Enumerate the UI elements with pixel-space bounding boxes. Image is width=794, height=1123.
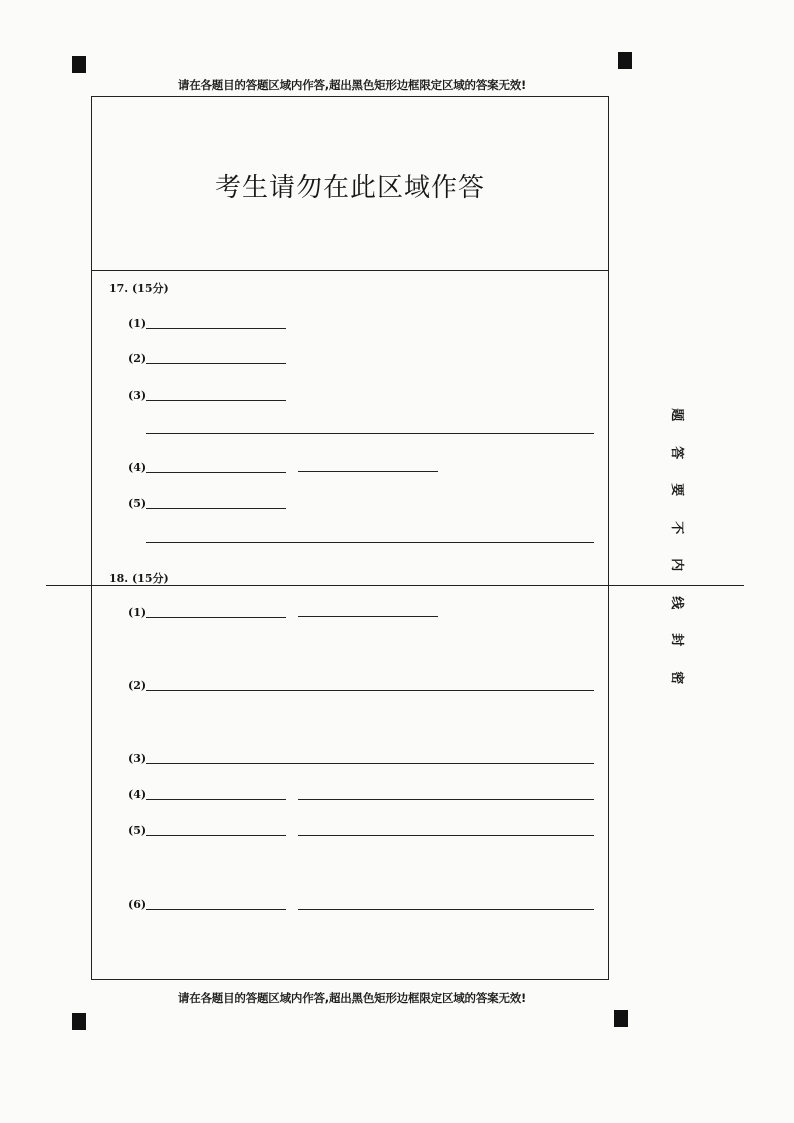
q18-item-2-label: (2) [128,679,147,692]
q18-item-1-label: (1) [128,606,147,619]
q17-item-4-blank-a[interactable] [146,472,286,473]
q18-item-6-blank-a[interactable] [146,909,286,910]
registration-mark-bottom-right [614,1010,628,1027]
q18-heading: 18. (15分) [109,572,169,585]
q18-item-4-blank-a[interactable] [146,799,286,800]
q18-item-3-blank[interactable] [146,763,594,764]
registration-mark-top-right [618,52,632,69]
q18-item-3-label: (3) [128,752,147,765]
q17-item-5-blank-long[interactable] [146,542,594,543]
notice-bottom: 请在各题目的答题区域内作答,超出黑色矩形边框限定区域的答案无效! [177,991,527,1005]
q18-item-4-blank-b[interactable] [298,799,594,800]
answer-frame [91,96,609,980]
q17-item-4-label: (4) [128,461,147,474]
q18-item-5-blank-a[interactable] [146,835,286,836]
q17-item-1-blank[interactable] [146,328,286,329]
q17-item-2-label: (2) [128,352,147,365]
q17-heading: 17. (15分) [109,282,169,295]
registration-mark-top-left [72,56,86,73]
no-answer-label: 考生请勿在此区域作答 [214,173,485,203]
q18-item-2-blank[interactable] [146,690,594,691]
seal-char: 密 [668,670,684,684]
seal-line [46,585,744,586]
seal-char: 题 [668,408,684,422]
notice-top: 请在各题目的答题区域内作答,超出黑色矩形边框限定区域的答案无效! [177,78,527,92]
registration-mark-bottom-left [72,1013,86,1030]
q17-item-3-label: (3) [128,389,147,402]
q18-item-4-label: (4) [128,788,147,801]
q18-item-1-blank-a[interactable] [146,617,286,618]
q18-item-6-blank-b[interactable] [298,909,594,910]
q17-item-4-blank-b[interactable] [298,471,438,472]
seal-char: 要 [668,483,684,497]
q17-item-5-label: (5) [128,497,147,510]
no-answer-region [92,97,608,271]
q17-item-5-blank[interactable] [146,508,286,509]
seal-line-notice [666,396,686,696]
seal-char: 不 [668,520,684,534]
q17-item-3-blank[interactable] [146,400,286,401]
seal-char: 线 [668,595,684,609]
q17-item-3-blank-long[interactable] [146,433,594,434]
seal-char: 内 [668,558,684,572]
q18-item-1-blank-b[interactable] [298,616,438,617]
q18-item-5-label: (5) [128,824,147,837]
q18-item-6-label: (6) [128,898,147,911]
q17-item-2-blank[interactable] [146,363,286,364]
seal-char: 封 [668,633,684,647]
q17-item-1-label: (1) [128,317,147,330]
seal-char: 答 [668,445,684,459]
q18-item-5-blank-b[interactable] [298,835,594,836]
